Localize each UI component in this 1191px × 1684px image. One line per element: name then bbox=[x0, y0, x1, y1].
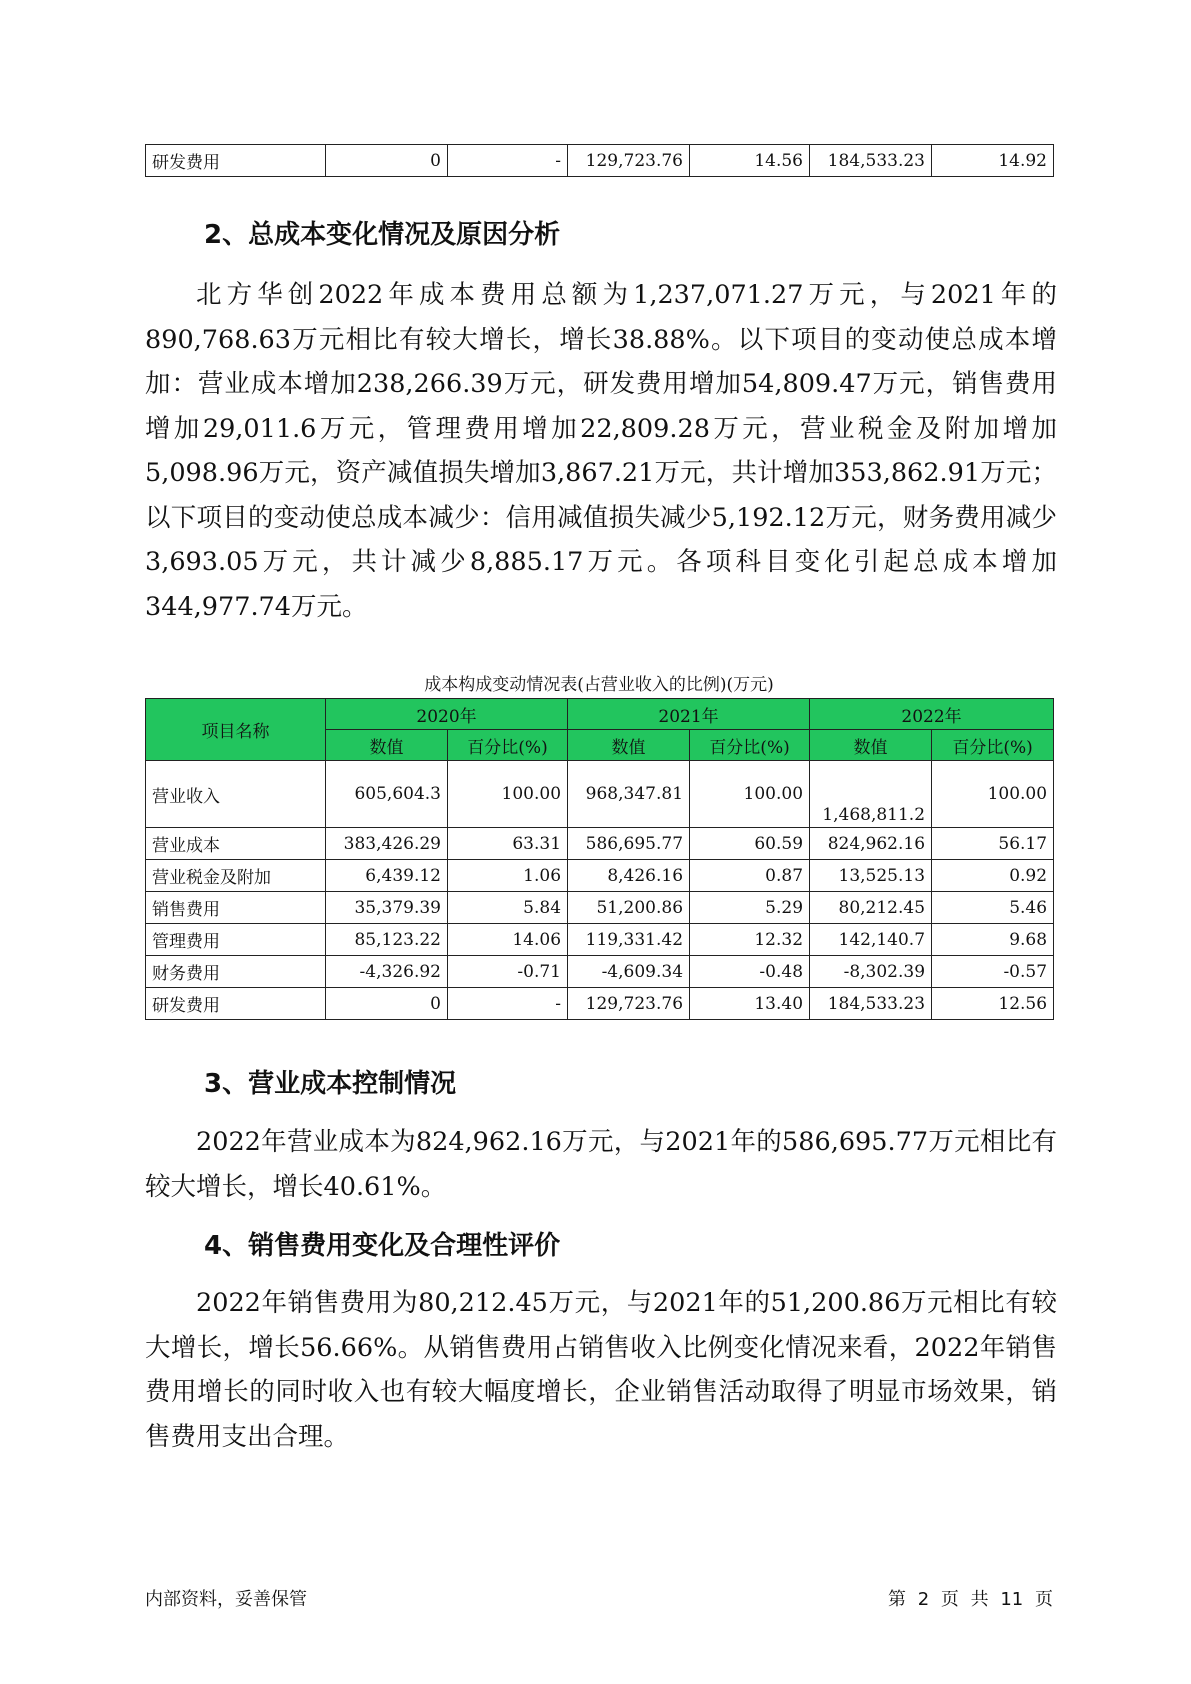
header-pct: 百分比(%) bbox=[690, 730, 810, 761]
page-number bbox=[888, 1585, 1053, 1611]
section3-paragraph: 2022年营业成本为824,962.16万元，与2021年的586,695.77万元相比有较大增长，增长40.61%。 bbox=[145, 1127, 1057, 1202]
table-row bbox=[146, 956, 1054, 988]
pct-2020: 63.31 bbox=[448, 828, 568, 860]
value-2020: 85,123.22 bbox=[326, 924, 448, 956]
row-name: 财务费用 bbox=[146, 956, 326, 988]
pct-2020: - bbox=[448, 145, 568, 177]
row-name: 营业税金及附加 bbox=[146, 860, 326, 892]
header-value: 数值 bbox=[810, 730, 932, 761]
pct-2022: 56.17 bbox=[932, 828, 1054, 860]
pct-2021: 12.32 bbox=[690, 924, 810, 956]
page-label-pre: 第 bbox=[887, 1589, 906, 1610]
footer-confidential-note: 内部资料，妥善保管 bbox=[145, 1589, 307, 1610]
pct-2022: 100.00 bbox=[932, 761, 1054, 828]
section2-paragraph: 北方华创2022年成本费用总额为1,237,071.27万元，与2021年的890,768.63万元相比有较大增长，增长38.88%。以下项目的变动使总成本增加：营业成本增加238,266.39万元，研发费用增加54,809.47万元，销售费用增加29,011.6万元，管理费用增加22,809.28万元，营业税金及附加增加5,098.96万元，资产减值损失增加3,867.21万元，共计增加353,862.91万元；以下项目的变动使总成本减少：信用减值损失减少5,192.12万元，财务费用减少3,693.05万元，共计减少8,885.17万元。各项科目变化引起总成本增加344,977.74万元。 bbox=[145, 280, 1057, 622]
header-year-2020: 2020年 bbox=[326, 699, 568, 730]
value-2021: 8,426.16 bbox=[568, 860, 690, 892]
pct-2020: -0.71 bbox=[448, 956, 568, 988]
page-label-mid: 页 bbox=[940, 1589, 959, 1610]
value-2020: 383,426.29 bbox=[326, 828, 448, 860]
value-2021: 119,331.42 bbox=[568, 924, 690, 956]
row-name: 管理费用 bbox=[146, 924, 326, 956]
page-label-post: 页 bbox=[1035, 1589, 1053, 1610]
table-caption: 成本构成变动情况表(占营业收入的比例)(万元) bbox=[424, 675, 774, 695]
table-row bbox=[146, 761, 1054, 828]
page-total: 11 bbox=[1000, 1589, 1024, 1610]
value-2022: 13,525.13 bbox=[810, 860, 932, 892]
table-row bbox=[146, 892, 1054, 924]
value-2022: -8,302.39 bbox=[810, 956, 932, 988]
value-2020: 0 bbox=[326, 145, 448, 177]
table-row bbox=[146, 924, 1054, 956]
top-table-fragment bbox=[145, 144, 1054, 177]
value-2020: 0 bbox=[326, 988, 448, 1020]
header-year-2021: 2021年 bbox=[568, 699, 810, 730]
row-name: 营业成本 bbox=[146, 828, 326, 860]
table-row bbox=[146, 828, 1054, 860]
value-2022: 184,533.23 bbox=[810, 988, 932, 1020]
header-value: 数值 bbox=[326, 730, 448, 761]
section2-heading: 2、总成本变化情况及原因分析 bbox=[204, 220, 561, 250]
pct-2020: 14.06 bbox=[448, 924, 568, 956]
value-2020: 35,379.39 bbox=[326, 892, 448, 924]
value-2021: 51,200.86 bbox=[568, 892, 690, 924]
value-2021: 968,347.81 bbox=[568, 761, 690, 828]
table-row bbox=[146, 988, 1054, 1020]
header-year-2022: 2022年 bbox=[810, 699, 1054, 730]
pct-2020: - bbox=[448, 988, 568, 1020]
value-2022: 142,140.7 bbox=[810, 924, 932, 956]
row-name: 研发费用 bbox=[146, 988, 326, 1020]
header-item-name: 项目名称 bbox=[146, 699, 326, 761]
value-2021: -4,609.34 bbox=[568, 956, 690, 988]
value-2021: 586,695.77 bbox=[568, 828, 690, 860]
value-2021: 129,723.76 bbox=[568, 988, 690, 1020]
header-value: 数值 bbox=[568, 730, 690, 761]
pct-2021: 5.29 bbox=[690, 892, 810, 924]
pct-2022: -0.57 bbox=[932, 956, 1054, 988]
pct-2021: 13.40 bbox=[690, 988, 810, 1020]
row-name: 销售费用 bbox=[146, 892, 326, 924]
pct-2021: 60.59 bbox=[690, 828, 810, 860]
pct-2022: 5.46 bbox=[932, 892, 1054, 924]
value-2022: 184,533.23 bbox=[810, 145, 932, 177]
pct-2022: 12.56 bbox=[932, 988, 1054, 1020]
table-row bbox=[146, 860, 1054, 892]
value-2021: 129,723.76 bbox=[568, 145, 690, 177]
page-label-total-pre: 共 bbox=[970, 1589, 989, 1610]
row-name: 营业收入 bbox=[146, 761, 326, 828]
pct-2021: 0.87 bbox=[690, 860, 810, 892]
table-row bbox=[146, 145, 1054, 177]
value-2022: 1,468,811.2 bbox=[810, 761, 932, 828]
pct-2020: 1.06 bbox=[448, 860, 568, 892]
header-row-years bbox=[146, 699, 1054, 730]
pct-2021: 100.00 bbox=[690, 761, 810, 828]
value-2022: 824,962.16 bbox=[810, 828, 932, 860]
header-pct: 百分比(%) bbox=[932, 730, 1054, 761]
value-2020: -4,326.92 bbox=[326, 956, 448, 988]
pct-2020: 5.84 bbox=[448, 892, 568, 924]
pct-2022: 14.92 bbox=[932, 145, 1054, 177]
section3-heading: 3、营业成本控制情况 bbox=[204, 1069, 457, 1099]
section4-paragraph: 2022年销售费用为80,212.45万元，与2021年的51,200.86万元相比有较大增长，增长56.66%。从销售费用占销售收入比例变化情况来看，2022年销售费用增长的同时收入也有较大幅度增长，企业销售活动取得了明显市场效果，销售费用支出合理。 bbox=[145, 1288, 1057, 1452]
header-pct: 百分比(%) bbox=[448, 730, 568, 761]
row-name: 研发费用 bbox=[146, 145, 326, 177]
value-2020: 605,604.3 bbox=[326, 761, 448, 828]
value-2022: 80,212.45 bbox=[810, 892, 932, 924]
pct-2021: -0.48 bbox=[690, 956, 810, 988]
pct-2022: 9.68 bbox=[932, 924, 1054, 956]
pct-2022: 0.92 bbox=[932, 860, 1054, 892]
page-current: 2 bbox=[917, 1589, 930, 1610]
value-2020: 6,439.12 bbox=[326, 860, 448, 892]
pct-2021: 14.56 bbox=[690, 145, 810, 177]
pct-2020: 100.00 bbox=[448, 761, 568, 828]
cost-structure-table bbox=[145, 698, 1054, 1020]
section4-heading: 4、销售费用变化及合理性评价 bbox=[204, 1231, 561, 1261]
